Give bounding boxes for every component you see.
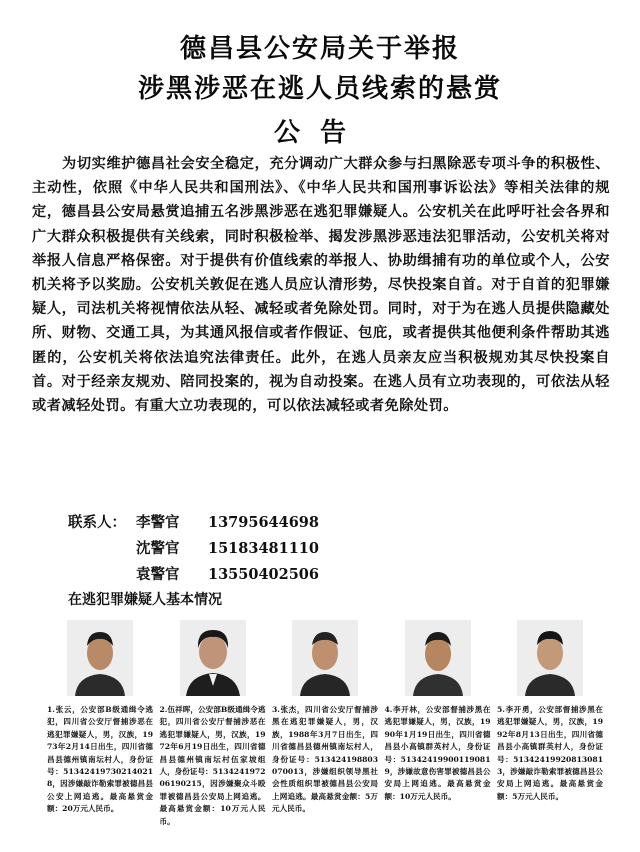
contact-phone: 13550402506 bbox=[208, 566, 319, 583]
notice-title-line1: 德昌县公安局关于举报 bbox=[179, 34, 460, 64]
suspect-info: 4.李开林，公安部督捕涉黑在逃犯罪嫌疑人，男，汉族，1990年1月19日出生，四川省德昌县小高镇群英村人，身份证号：513424199001190819，涉嫌故意伤害罪被德昌县公安局上网追逃。最高悬赏金额：10万元人民币。 bbox=[384, 705, 491, 801]
contact-phone: 15183481110 bbox=[208, 540, 319, 557]
contact-name: 袁警官 bbox=[136, 566, 180, 583]
contact-name: 沈警官 bbox=[136, 540, 180, 557]
suspect-photo bbox=[292, 620, 358, 696]
suspects-list bbox=[47, 620, 603, 828]
notice-title-line3: 公告 bbox=[273, 118, 366, 148]
contact-row-1 bbox=[68, 510, 319, 536]
notice-body: 为切实维护德昌社会安全稳定，充分调动广大群众参与扫黑除恶专项斗争的积极性、主动性，依照《中华人民共和国刑法》、《中华人民共和国刑事诉讼法》等相关法律的规定，德昌县公安局悬赏追捕五名涉黑涉恶在逃犯罪嫌疑人。公安机关在此呼吁社会各界和广大群众积极提供有关线索，同时积极检举、揭发涉黑涉恶违法犯罪活动，公安机关将对举报人信息严格保密。对于提供有价值线索的举报人、协助缉捕有功的单位或个人，公安机关将予以奖励。公安机关敦促在逃人员应认清形势，尽快投案自首。对于自首的犯罪嫌疑人，司法机关将视情依法从轻、减轻或者免除处罚。同时，对于为在逃人员提供隐藏处所、财物、交通工具，为其通风报信或者作假证、包庇，或者提供其他便利条件帮助其逃匿的，公安机关将依法追究法律责任。此外，在逃人员亲友应当积极规劝其尽快投案自首。对于经亲友规劝、陪同投案的，视为自动投案。在逃人员有立功表现的，可依法从轻或者减轻处罚。有重大立功表现的，可以依法减轻或者免除处罚。 bbox=[32, 156, 610, 415]
contact-row-3 bbox=[68, 562, 319, 588]
suspect-info: 1.张云，公安部B级通缉令逃犯，四川省公安厅督捕涉恶在逃犯罪嫌疑人，男，汉族，1973年2月14日出生，四川省德昌县德州镇南坛村人，身份证号：513424197302140218，因涉嫌敲诈勒索罪被德昌县公安上网追逃。最高悬赏金额：20万元人民币。 bbox=[47, 705, 153, 814]
suspect-info: 3.张杰，四川省公安厅督捕涉黑在逃犯罪嫌疑人，男，汉族，1988年3月7日出生，四川省德昌县德州镇南坛村人，身份证号：513424198803070013，涉嫌组织领导黑社会性质组织罪被德昌县公安局上网追逃。最高悬赏金额：5万元人民币。 bbox=[272, 705, 378, 814]
contact-phone: 13795644698 bbox=[208, 514, 319, 531]
notice-title-line2: 涉黑涉恶在逃人员线索的悬赏 bbox=[137, 74, 502, 104]
suspect-card bbox=[384, 620, 491, 828]
contact-name: 李警官 bbox=[136, 514, 180, 531]
suspect-card bbox=[159, 620, 266, 828]
suspect-info: 2.伍祥晖，公安部B级通缉令逃犯，四川省公安厅督捕涉恶在逃犯罪嫌疑人，男，汉族，1972年6月19日出生，四川省德昌县德州镇南坛村伍家坡组人，身份证号：513424197206190215，因涉嫌聚众斗殴罪被德昌县公安局上网追逃。最高悬赏金额：10万元人民币。 bbox=[159, 705, 266, 826]
suspect-photo bbox=[180, 620, 246, 696]
contact-row-2 bbox=[68, 536, 319, 562]
suspects-section-label: 在逃犯罪嫌疑人基本情况 bbox=[68, 592, 222, 608]
suspect-card bbox=[272, 620, 378, 828]
suspect-photo bbox=[405, 620, 471, 696]
suspect-card bbox=[47, 620, 153, 828]
contact-label: 联系人： bbox=[68, 514, 126, 531]
suspect-photo bbox=[67, 620, 133, 696]
suspect-photo bbox=[517, 620, 583, 696]
suspect-info: 5.李开勇，公安部督捕涉黑在逃犯罪嫌疑人，男，汉族，1992年8月13日出生，四川省德昌县小高镇群英村人，身份证号：513424199208130813，涉嫌敲诈勒索罪被德昌县公安局上网追逃。最高悬赏金额：5万元人民币。 bbox=[497, 705, 603, 801]
contact-block bbox=[68, 510, 319, 588]
suspect-card bbox=[497, 620, 603, 828]
